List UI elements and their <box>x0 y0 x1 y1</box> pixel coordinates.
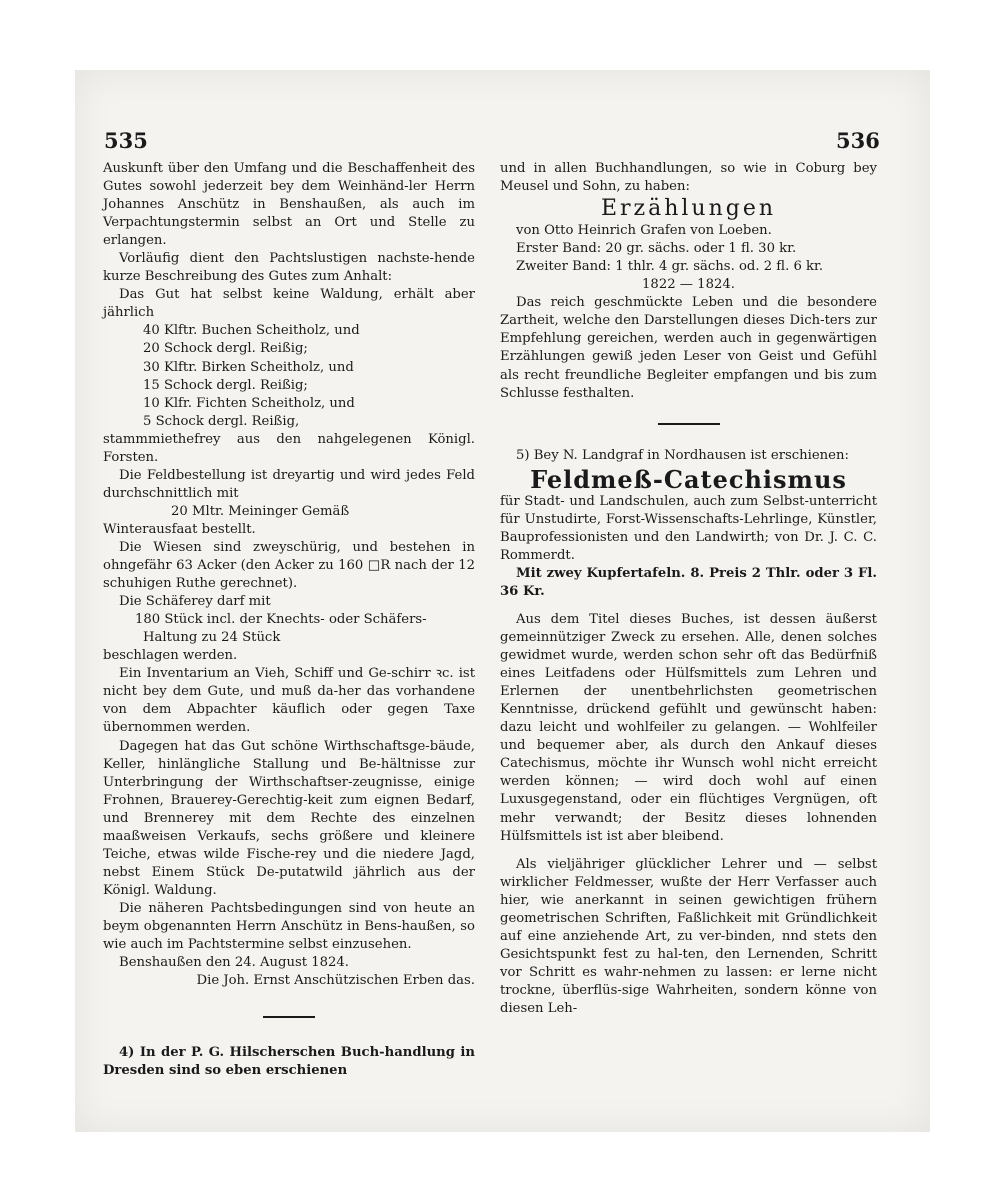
price-volume-1: Erster Band: 20 gr. sächs. oder 1 fl. 30 kr. <box>516 241 797 257</box>
paragraph-buildings: Dagegen hat das Gut schöne Wirthschaftsge-bäude, Keller, hinlängliche Stallung und Be-hältnisse zur Unterbringung der Wirthschaftser-zeugnisse, einige Frohnen, Brauerey-Gerechtig-keit zum eignen Bedarf, und Brennerey mit dem Rechte des einzelnen maaßweisen Verkaufs, sechs größere und kleinere Teiche, etwas wilde Fische-rey und die niedere Jagd, nebst Einem Stück De-putatwild jährlich aus der Königl. Waldung. <box>103 738 475 898</box>
paragraph-preliminary: Vorläufig dient den Pachtslustigen nachste-hende kurze Beschreibung des Gutes zum Anhalt: <box>103 251 475 285</box>
wood-item: 40 Klftr. Buchen Scheitholz, und <box>143 323 360 339</box>
book-price-line: Mit zwey Kupfertafeln. 8. Preis 2 Thlr. oder 3 Fl. 36 Kr. <box>500 565 877 599</box>
section-divider <box>263 1016 315 1018</box>
wood-item: 20 Schock dergl. Reißig; <box>143 341 308 357</box>
paragraph-royal-forests: stammmiethefrey aus den nahgelegenen Königl. Forsten. <box>103 431 475 465</box>
signature-line: Die Joh. Ernst Anschützischen Erben das. <box>196 973 475 989</box>
paragraph-meadows: Die Wiesen sind zweyschürig, und bestehen in ohngefähr 63 Acker (den Acker zu 160 □R nach der 12 schuhigen Ruthe gerechnet). <box>103 539 475 592</box>
wood-item: 5 Schock dergl. Reißig, <box>143 413 300 429</box>
announcement-4: 4) In der P. G. Hilscherschen Buch-handlung in Dresden sind so eben erschienen <box>103 1045 475 1079</box>
paragraph-winter-sowing: Winterausfaat bestellt. <box>103 521 256 537</box>
right-column <box>500 160 877 1018</box>
book-title-feldmess: Feldmeß-Catechismus <box>530 464 847 494</box>
announcement-5: 5) Bey N. Landgraf in Nordhausen ist erschienen: <box>516 447 849 463</box>
paragraph-sheep-farm: Die Schäferey darf mit <box>119 594 271 610</box>
paragraph-no-forest: Das Gut hat selbst keine Waldung, erhält aber jährlich <box>103 287 475 321</box>
book-author-line: von Otto Heinrich Grafen von Loeben. <box>516 223 772 239</box>
paragraph-author-praise: Als vieljähriger glücklicher Lehrer und — selbst wirklicher Feldmesser, wußte der Herr Verfasser auch hier, wie anerkannt in seinen gewichtigen frühern geometrischen Schriften, Faßlichkeit mit Gründlichkeit auf eine anziehende Art, zu ver-binden, nnd stets den Gesichtspunkt fest zu hal-ten, den Lernenden, Schritt vor Schritt es wahr-nehmen zu lassen: er lerne nicht trockne, überflüs-sige Wahrheiten, sondern könne von diesen Leh- <box>500 856 877 1016</box>
page-number-right: 536 <box>836 128 880 153</box>
wood-item: 10 Klfr. Fichten Scheitholz, und <box>143 395 355 411</box>
publication-years: 1822 — 1824. <box>642 277 735 293</box>
price-volume-2: Zweiter Band: 1 thlr. 4 gr. sächs. od. 2 fl. 6 kr. <box>516 259 824 275</box>
page-number-left: 535 <box>104 128 148 153</box>
book-title-erzaehlungen: Erzählungen <box>600 196 777 222</box>
wood-item: 30 Klftr. Birken Scheitholz, und <box>143 359 354 375</box>
paragraph-lease-conditions: Die näheren Pachtsbedingungen sind von heute an beym obgenannten Herrn Anschütz in Bens-haußen, so wie auch im Pachtstermine selbst einzusehen. <box>103 900 475 953</box>
paragraph-stocked: beschlagen werden. <box>103 648 238 664</box>
paragraph-book-purpose: Aus dem Titel dieses Buches, ist dessen äußerst gemeinnütziger Zweck zu ersehen. Alle, denen solches gewidmet wurde, werden schon sehr oft das Bedürfniß eines Leitfadens oder Hülfsmittels zum Lehren und Erlernen der unentbehrlichsten geometrischen Kenntnisse, drückend gefühlt und gewünscht haben: dazu leicht und wohlfeiler zu gelangen. — Wohlfeiler und bequemer aber, als durch den Ankauf dieses Catechismus, möchte ihr Wunsch wohl nicht erreicht werden können; — wird doch wohl auf einen Luxusgegenstand, oder ein flüchtiges Vergnügen, oft mehr verwandt; der Besitz dieses lohnenden Hülfsmittels ist ist aber bleibend. <box>500 611 877 844</box>
paragraph-inventory: Ein Inventarium an Vieh, Schiff und Ge-schirr ꝛc. ist nicht bey dem Gute, und muß da-her das vorhandene von dem Abpachter käuflich oder gegen Taxe übernommen werden. <box>103 666 475 736</box>
paragraph-bookshops: und in allen Buchhandlungen, so wie in Coburg bey Meusel und Sohn, zu haben: <box>500 161 877 195</box>
section-divider <box>658 423 720 425</box>
left-column <box>103 160 475 1080</box>
paragraph-information: Auskunft über den Umfang und die Beschaffenheit des Gutes sowohl jederzeit bey dem Weinhänd-ler Herrn Johannes Anschütz in Benshaußen, als auch im Verpachtungstermin selbst an Ort und Stelle zu erlangen. <box>103 161 475 249</box>
sheep-count-line: 180 Stück incl. der Knechts- oder Schäfers- <box>135 612 427 628</box>
wood-item: 15 Schock dergl. Reißig; <box>143 377 308 393</box>
book-subtitle: für Stadt- und Landschulen, auch zum Selbst-unterricht für Unstudirte, Forst-Wissenschafts-Lehrlinge, Künstler, Bauprofessionisten und den Landwirth; von Dr. J. C. C. Rommerdt. <box>500 493 877 563</box>
paragraph-book-review: Das reich geschmückte Leben und die besondere Zartheit, welche den Darstellungen dieses Dich-ters zur Empfehlung gereichen, werden auch in gegenwärtigen Erzählungen gewiß jeden Leser von Geist und Gefühl als recht freundliche Begleiter empfangen und bis zum Schlusse festhalten. <box>500 295 877 401</box>
paragraph-field-cultivation: Die Feldbestellung ist dreyartig und wird jedes Feld durchschnittlich mit <box>103 467 475 501</box>
measure-line: 20 Mltr. Meininger Gemäß <box>171 503 350 519</box>
date-line: Benshaußen den 24. August 1824. <box>119 955 349 971</box>
sheep-keeping-line: Haltung zu 24 Stück <box>143 630 281 646</box>
